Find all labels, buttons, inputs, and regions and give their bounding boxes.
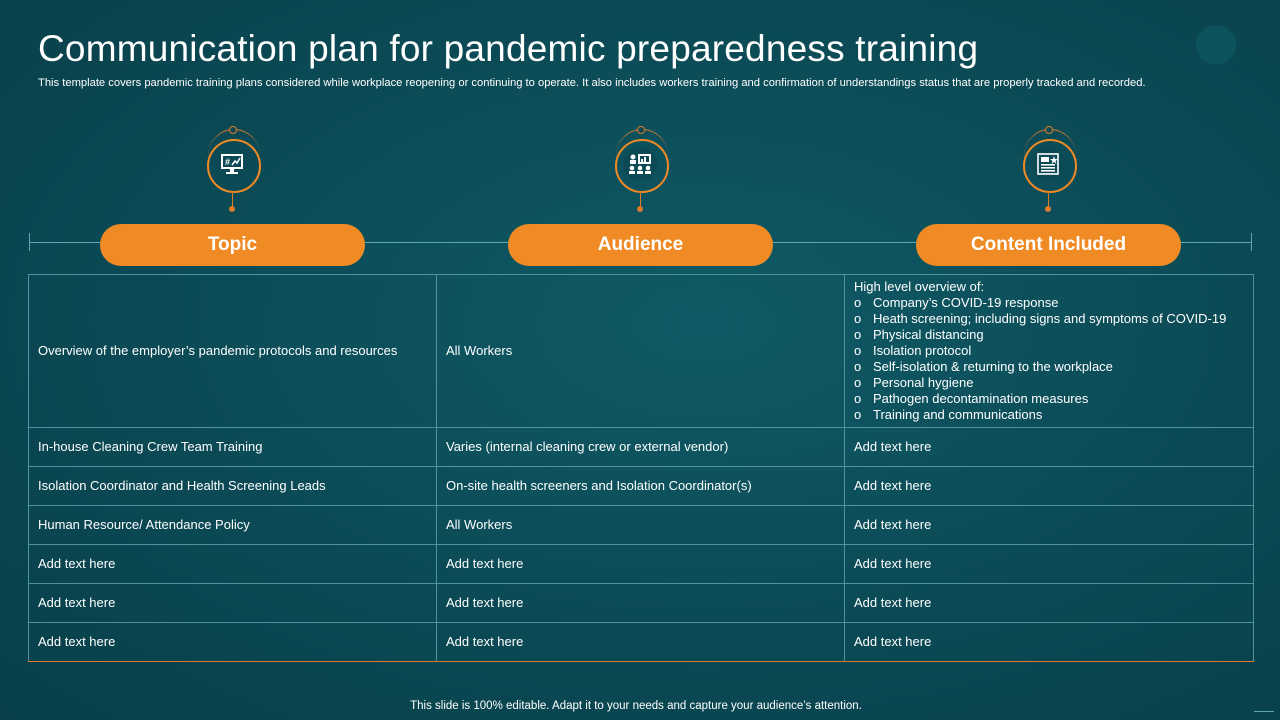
table-row bbox=[29, 545, 1254, 584]
topic-cell: Human Resource/ Attendance Policy bbox=[29, 506, 437, 545]
audience-cell: Add text here bbox=[437, 623, 845, 662]
content-list-item: o Personal hygiene bbox=[854, 375, 1244, 391]
monitor-chart-icon bbox=[215, 147, 249, 181]
table-row bbox=[29, 275, 1254, 428]
topic-cell: Overview of the employer’s pandemic protocols and resources bbox=[29, 275, 437, 428]
topic-cell: Add text here bbox=[29, 623, 437, 662]
content-list-item: o Isolation protocol bbox=[854, 343, 1244, 359]
corner-mark bbox=[1254, 711, 1274, 712]
content-list bbox=[854, 295, 1244, 423]
topic-cell: Add text here bbox=[29, 584, 437, 623]
content-cell bbox=[845, 275, 1254, 428]
content-list-item: o Pathogen decontamination measures bbox=[854, 391, 1244, 407]
table-row bbox=[29, 506, 1254, 545]
table-row bbox=[29, 623, 1254, 662]
content-list-item: o Company’s COVID-19 response bbox=[854, 295, 1244, 311]
content-cell: Add text here bbox=[845, 506, 1254, 545]
topic-cell: In-house Cleaning Crew Team Training bbox=[29, 428, 437, 467]
content-cell: Add text here bbox=[845, 428, 1254, 467]
content-cell: Add text here bbox=[845, 623, 1254, 662]
topic-icon-group bbox=[206, 126, 266, 216]
newspaper-icon bbox=[1031, 147, 1065, 181]
audience-icon-group bbox=[614, 126, 674, 216]
audience-cell: All Workers bbox=[437, 275, 845, 428]
audience-cell: All Workers bbox=[437, 506, 845, 545]
content-intro: High level overview of: bbox=[854, 279, 985, 294]
content-list-item: o Training and communications bbox=[854, 407, 1244, 423]
content-list-item: o Self-isolation & returning to the workplace bbox=[854, 359, 1244, 375]
column-header-topic: Topic bbox=[100, 224, 365, 266]
content-cell: Add text here bbox=[845, 545, 1254, 584]
column-header-content: Content Included bbox=[916, 224, 1181, 266]
audience-cell: Varies (internal cleaning crew or external vendor) bbox=[437, 428, 845, 467]
audience-cell: Add text here bbox=[437, 584, 845, 623]
content-cell: Add text here bbox=[845, 584, 1254, 623]
topic-cell: Isolation Coordinator and Health Screening Leads bbox=[29, 467, 437, 506]
topic-cell: Add text here bbox=[29, 545, 437, 584]
virus-decoration-icon bbox=[1196, 25, 1236, 65]
divider-cap-right bbox=[1251, 233, 1252, 251]
footer-note: This slide is 100% editable. Adapt it to your needs and capture your audience’s attention. bbox=[410, 700, 862, 712]
page-subtitle: This template covers pandemic training plans considered while workplace reopening or continuing to operate. It also includes workers training and confirmation of understandings status that are properly tracked and recorded. bbox=[38, 77, 1146, 89]
column-header-audience: Audience bbox=[508, 224, 773, 266]
table-row bbox=[29, 467, 1254, 506]
audience-presentation-icon bbox=[623, 147, 657, 181]
content-icon-group bbox=[1022, 126, 1082, 216]
audience-cell: Add text here bbox=[437, 545, 845, 584]
divider-cap-left bbox=[29, 233, 30, 251]
content-list-item: o Heath screening; including signs and symptoms of COVID-19 bbox=[854, 311, 1244, 327]
training-plan-table bbox=[28, 274, 1254, 662]
content-list-item: o Physical distancing bbox=[854, 327, 1244, 343]
table-row bbox=[29, 428, 1254, 467]
audience-cell: On-site health screeners and Isolation Coordinator(s) bbox=[437, 467, 845, 506]
page-title: Communication plan for pandemic preparedness training bbox=[38, 28, 979, 69]
table-row bbox=[29, 584, 1254, 623]
content-cell: Add text here bbox=[845, 467, 1254, 506]
svg-text:#: # bbox=[225, 157, 231, 167]
